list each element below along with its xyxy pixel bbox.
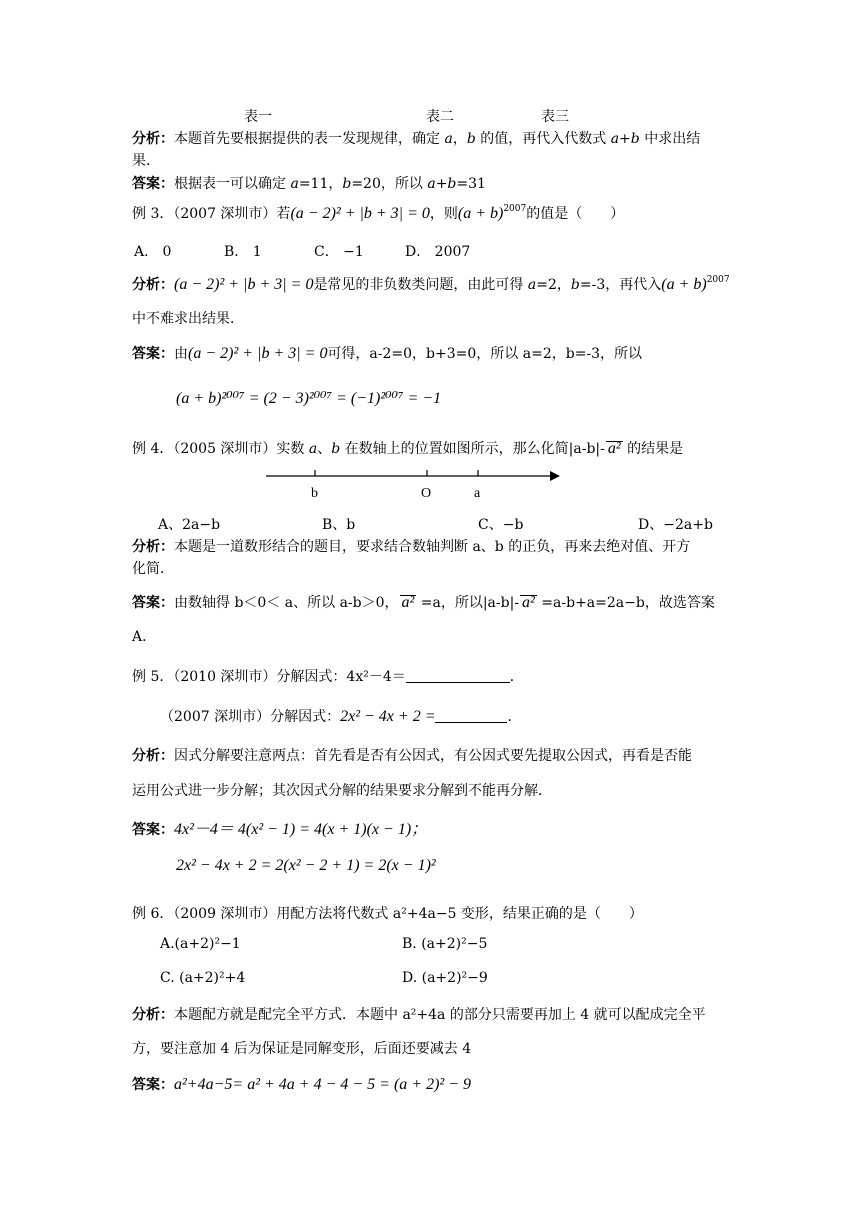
ex2-answer: 答案：根据表一可以确定 a=11，b=20，所以 a+b=31 xyxy=(132,176,486,192)
ex3-option-d: D． 2007 xyxy=(405,244,471,260)
ex4-answer-line1: 答案：由数轴得 b＜0＜ a、所以 a-b＞0， a² =a，所以|a-b|- a² =a-b+a=2a−b，故选答案 xyxy=(132,594,715,611)
ex6-option-d: D. (a+2)²−9 xyxy=(402,970,488,986)
ex4-analysis-line1: 分析：本题是一道数形结合的题目，要求结合数轴判断 a、b 的正负，再来去绝对值、开方 xyxy=(132,539,691,555)
ex6-option-a: A.(a+2)²−1 xyxy=(160,936,241,952)
ex5-answer-line2: 2x² − 4x + 2 = 2(x² − 2 + 1) = 2(x − 1)² xyxy=(176,857,436,874)
ex3-answer-equation: (a + b)²⁰⁰⁷ = (2 − 3)²⁰⁰⁷ = (−1)²⁰⁰⁷ = −1 xyxy=(176,390,442,407)
ex5-analysis-line2: 运用公式进一步分解；其次因式分解的结果要求分解到不能再分解． xyxy=(132,783,552,799)
ex6-answer: 答案：a²+4a−5= a² + 4a + 4 − 4 − 5 = (a + 2)² − 9 xyxy=(132,1076,472,1093)
blank-2[interactable] xyxy=(435,708,507,723)
ex4-option-d: D、−2a+b xyxy=(638,517,713,533)
ex6-option-c: C. (a+2)²+4 xyxy=(160,970,246,986)
ex2-analysis-line2: 果． xyxy=(132,153,160,169)
ex6-question: 例 6．（2009 深圳市）用配方法将代数式 a²+4a−5 变形，结果正确的是（ ） xyxy=(132,906,643,922)
ex4-option-c: C、−b xyxy=(478,517,524,533)
ex3-condition: (a − 2)² + |b + 3| = 0 xyxy=(290,205,430,222)
ex5-analysis-line1: 分析：因式分解要注意两点：首先看是否有公因式，有公因式要先提取公因式，再看是否能 xyxy=(132,748,692,764)
number-line xyxy=(260,465,570,505)
ex4-option-b: B、b xyxy=(322,517,356,533)
table-header-1: 表一 xyxy=(244,109,272,125)
label-b: b xyxy=(311,486,318,501)
ex5-answer-line1: 答案：4x²－4＝ 4(x² − 1) = 4(x + 1)(x − 1)； xyxy=(132,821,428,838)
ex3-option-a: A． 0 xyxy=(134,244,172,260)
number-line-arrow xyxy=(550,471,560,481)
ex3-analysis-line1: 分析：(a − 2)² + |b + 3| = 0是常见的非负数类问题，由此可得 a=2，b=-3，再代入$(a + b)^{2007}$ xyxy=(132,275,730,293)
ex5-question2: （2007 深圳市）分解因式：2x² − 4x + 2 = ． xyxy=(160,708,522,725)
ex5-question1: 例 5．（2010 深圳市）分解因式：4x²－4＝ ． xyxy=(132,669,524,685)
label-o: O xyxy=(421,486,432,501)
ex3-option-c: C． −1 xyxy=(314,244,364,260)
ex4-question: 例 4．（2005 深圳市）实数 a、b 在数轴上的位置如图所示，那么化简|a-b|- a² 的结果是 xyxy=(132,440,684,457)
answer-label: 答案： xyxy=(132,176,174,192)
analysis-label: 分析： xyxy=(132,131,174,147)
ex4-option-a: A、2a−b xyxy=(158,517,221,533)
ex3-answer-line1: 答案：由(a − 2)² + |b + 3| = 0可得，a-2=0，b+3=0，所以 a=2，b=-3，所以 xyxy=(132,345,643,362)
blank-1[interactable] xyxy=(406,668,510,683)
ex2-analysis-line1: 分析：本题首先要根据提供的表一发现规律，确定 a，b 的值，再代入代数式 a+b 中求出结 xyxy=(132,131,701,147)
table-header-3: 表三 xyxy=(541,109,569,125)
ex4-answer-line2: A． xyxy=(132,629,157,645)
ex3-analysis-line2: 中不难求出结果． xyxy=(132,311,244,327)
ex3-option-b: B． 1 xyxy=(224,244,262,260)
ex6-analysis-line1: 分析：本题配方就是配完全平方式．本题中 a²+4a 的部分只需要再加上 4 就可以配成完全平 xyxy=(132,1007,706,1023)
table-header-2: 表二 xyxy=(426,109,454,125)
label-a: a xyxy=(474,486,481,501)
ex4-analysis-line2: 化简． xyxy=(132,561,174,577)
ex6-option-b: B. (a+2)²−5 xyxy=(402,936,488,952)
ex6-analysis-line2: 方，要注意加 4 后为保证是同解变形，后面还要减去 4 xyxy=(132,1041,472,1057)
ex3-question: 例 3．（2007 深圳市）若(a − 2)² + |b + 3| = 0，则$(a + b)^{2007}$的值是（ ） xyxy=(132,204,625,222)
